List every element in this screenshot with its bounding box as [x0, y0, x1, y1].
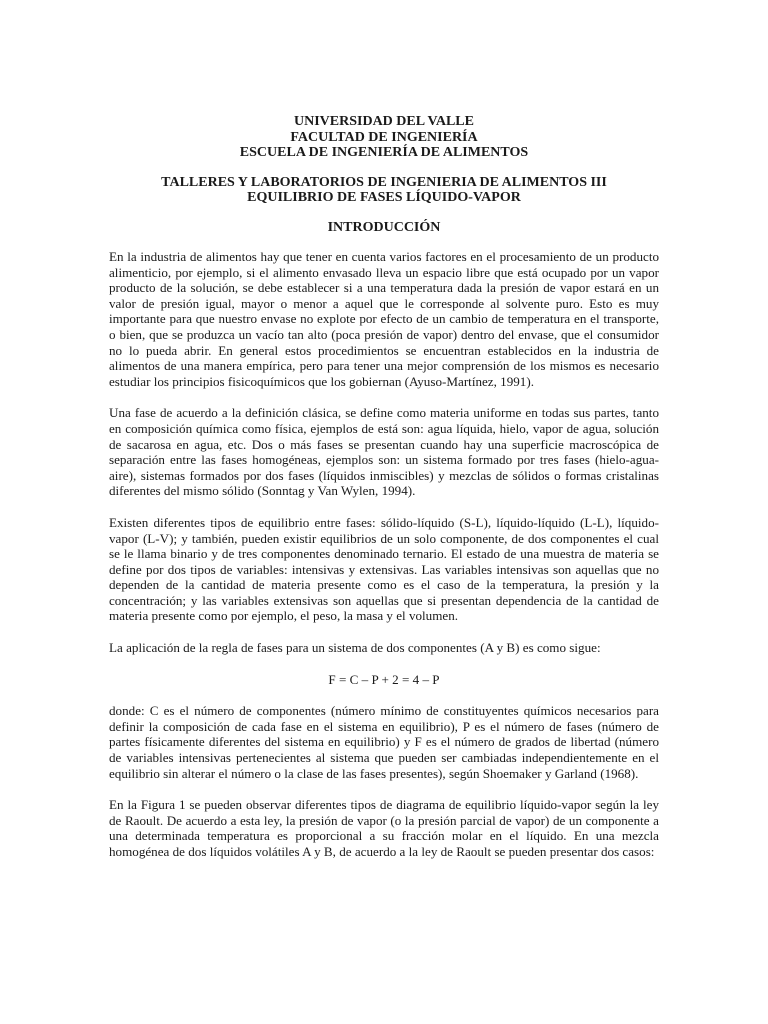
faculty-name: FACULTAD DE INGENIERÍA	[290, 129, 478, 145]
school-name: ESCUELA DE INGENIERÍA DE ALIMENTOS	[239, 145, 529, 160]
phase-rule-intro: La aplicación de la regla de fases para un sistema de dos componentes (A y B) es como sigue:	[109, 640, 601, 656]
section-heading: INTRODUCCIÓN	[327, 219, 441, 235]
paragraph: Existen diferentes tipos de equilibrio entre fases: sólido-líquido (S-L), líquido-líquido (L-L), líquido-vapor (L-V); y también, pueden existir equilibrios de un solo componente, de dos componentes el cual se le llama binario y de tres componentes denominado ternario. El estado de una muestra de materia se define por dos tipos de variables: intensivas y extensivas. Las variables intensivas son aquellas que no dependen de la cantidad de materia presente como es el caso de la temperatura, la presión y la concentración; y las variables extensivas son aquellas que si presentan dependencia de la cantidad de materia presente como por ejemplo, el peso, la masa y el volumen.	[109, 514, 659, 624]
phase-rule-equation: F = C – P + 2 = 4 – P	[328, 671, 440, 687]
paragraph: En la industria de alimentos hay que tener en cuenta varios factores en el procesamiento de un producto alimenticio, por ejemplo, si el alimento envasado lleva un espacio libre que está ocupado por un vapor producto de la solución, se debe establecer si a una temperatura dada la presión de vapor estará en un valor de presión igual, mayor o menor a aquel que le corresponde al solvente puro. Esto es muy importante para que nuestro envase no explote por efecto de un cambio de temperatura en el transporte, o bien, que se produzca un vacío tan alto (poca presión de vapor) dentro del envase, que el consumidor no lo pueda abrir. En general estos procedimientos se encuentran establecidos en la industria de alimentos de una manera empírica, pero para tener una mejor comprensión de los mismos es necesario estudiar los principios fisicoquímicos que los gobiernan (Ayuso-Martínez, 1991).	[109, 249, 659, 389]
paragraph: Una fase de acuerdo a la definición clásica, se define como materia uniforme en todas sus partes, tanto en composición química como física, ejemplos de está son: agua líquida, hielo, vapor de agua, solución de sacarosa en agua, etc. Dos o más fases se presentan cuando hay una superficie macroscópica de separación entre las fases homogéneas, ejemplos son: un sistema formado por tres fases (hielo-agua-aire), sistemas formados por dos fases (líquidos inmiscibles) y mezclas de sólidos o formas cristalinas diferentes del mismo sólido (Sonntag y Van Wylen, 1994).	[109, 405, 659, 499]
title-line-1: TALLERES Y LABORATORIOS DE INGENIERIA DE ALIMENTOS III	[161, 174, 607, 190]
document-title	[109, 175, 659, 206]
university-name: UNIVERSIDAD DEL VALLE	[294, 114, 474, 129]
title-line-2: EQUILIBRIO DE FASES LÍQUIDO-VAPOR	[247, 190, 521, 205]
institution-header	[109, 114, 659, 161]
paragraph: En la Figura 1 se pueden observar diferentes tipos de diagrama de equilibrio líquido-vapor según la ley de Raoult. De acuerdo a esta ley, la presión de vapor (o la presión parcial de vapor) de un componente a una determinada temperatura es proporcional a su fracción molar en el líquido. En una mezcla homogénea de dos líquidos volátiles A y B, de acuerdo a la ley de Raoult se pueden presentar dos casos:	[109, 797, 659, 859]
paragraph: donde: C es el número de componentes (número mínimo de constituyentes químicos necesarios para definir la composición de cada fase en el sistema en equilibrio), P es el número de fases (número de partes físicamente diferentes del sistema en equilibrio) y F es el número de grados de libertad (número de variables intensivas pertenecientes al sistema que pueden ser cambiadas independientemente en el equilibrio sin alterar el número o la clase de las fases presentes), según Shoemaker y Garland (1968).	[109, 703, 659, 781]
document-page	[109, 114, 659, 876]
